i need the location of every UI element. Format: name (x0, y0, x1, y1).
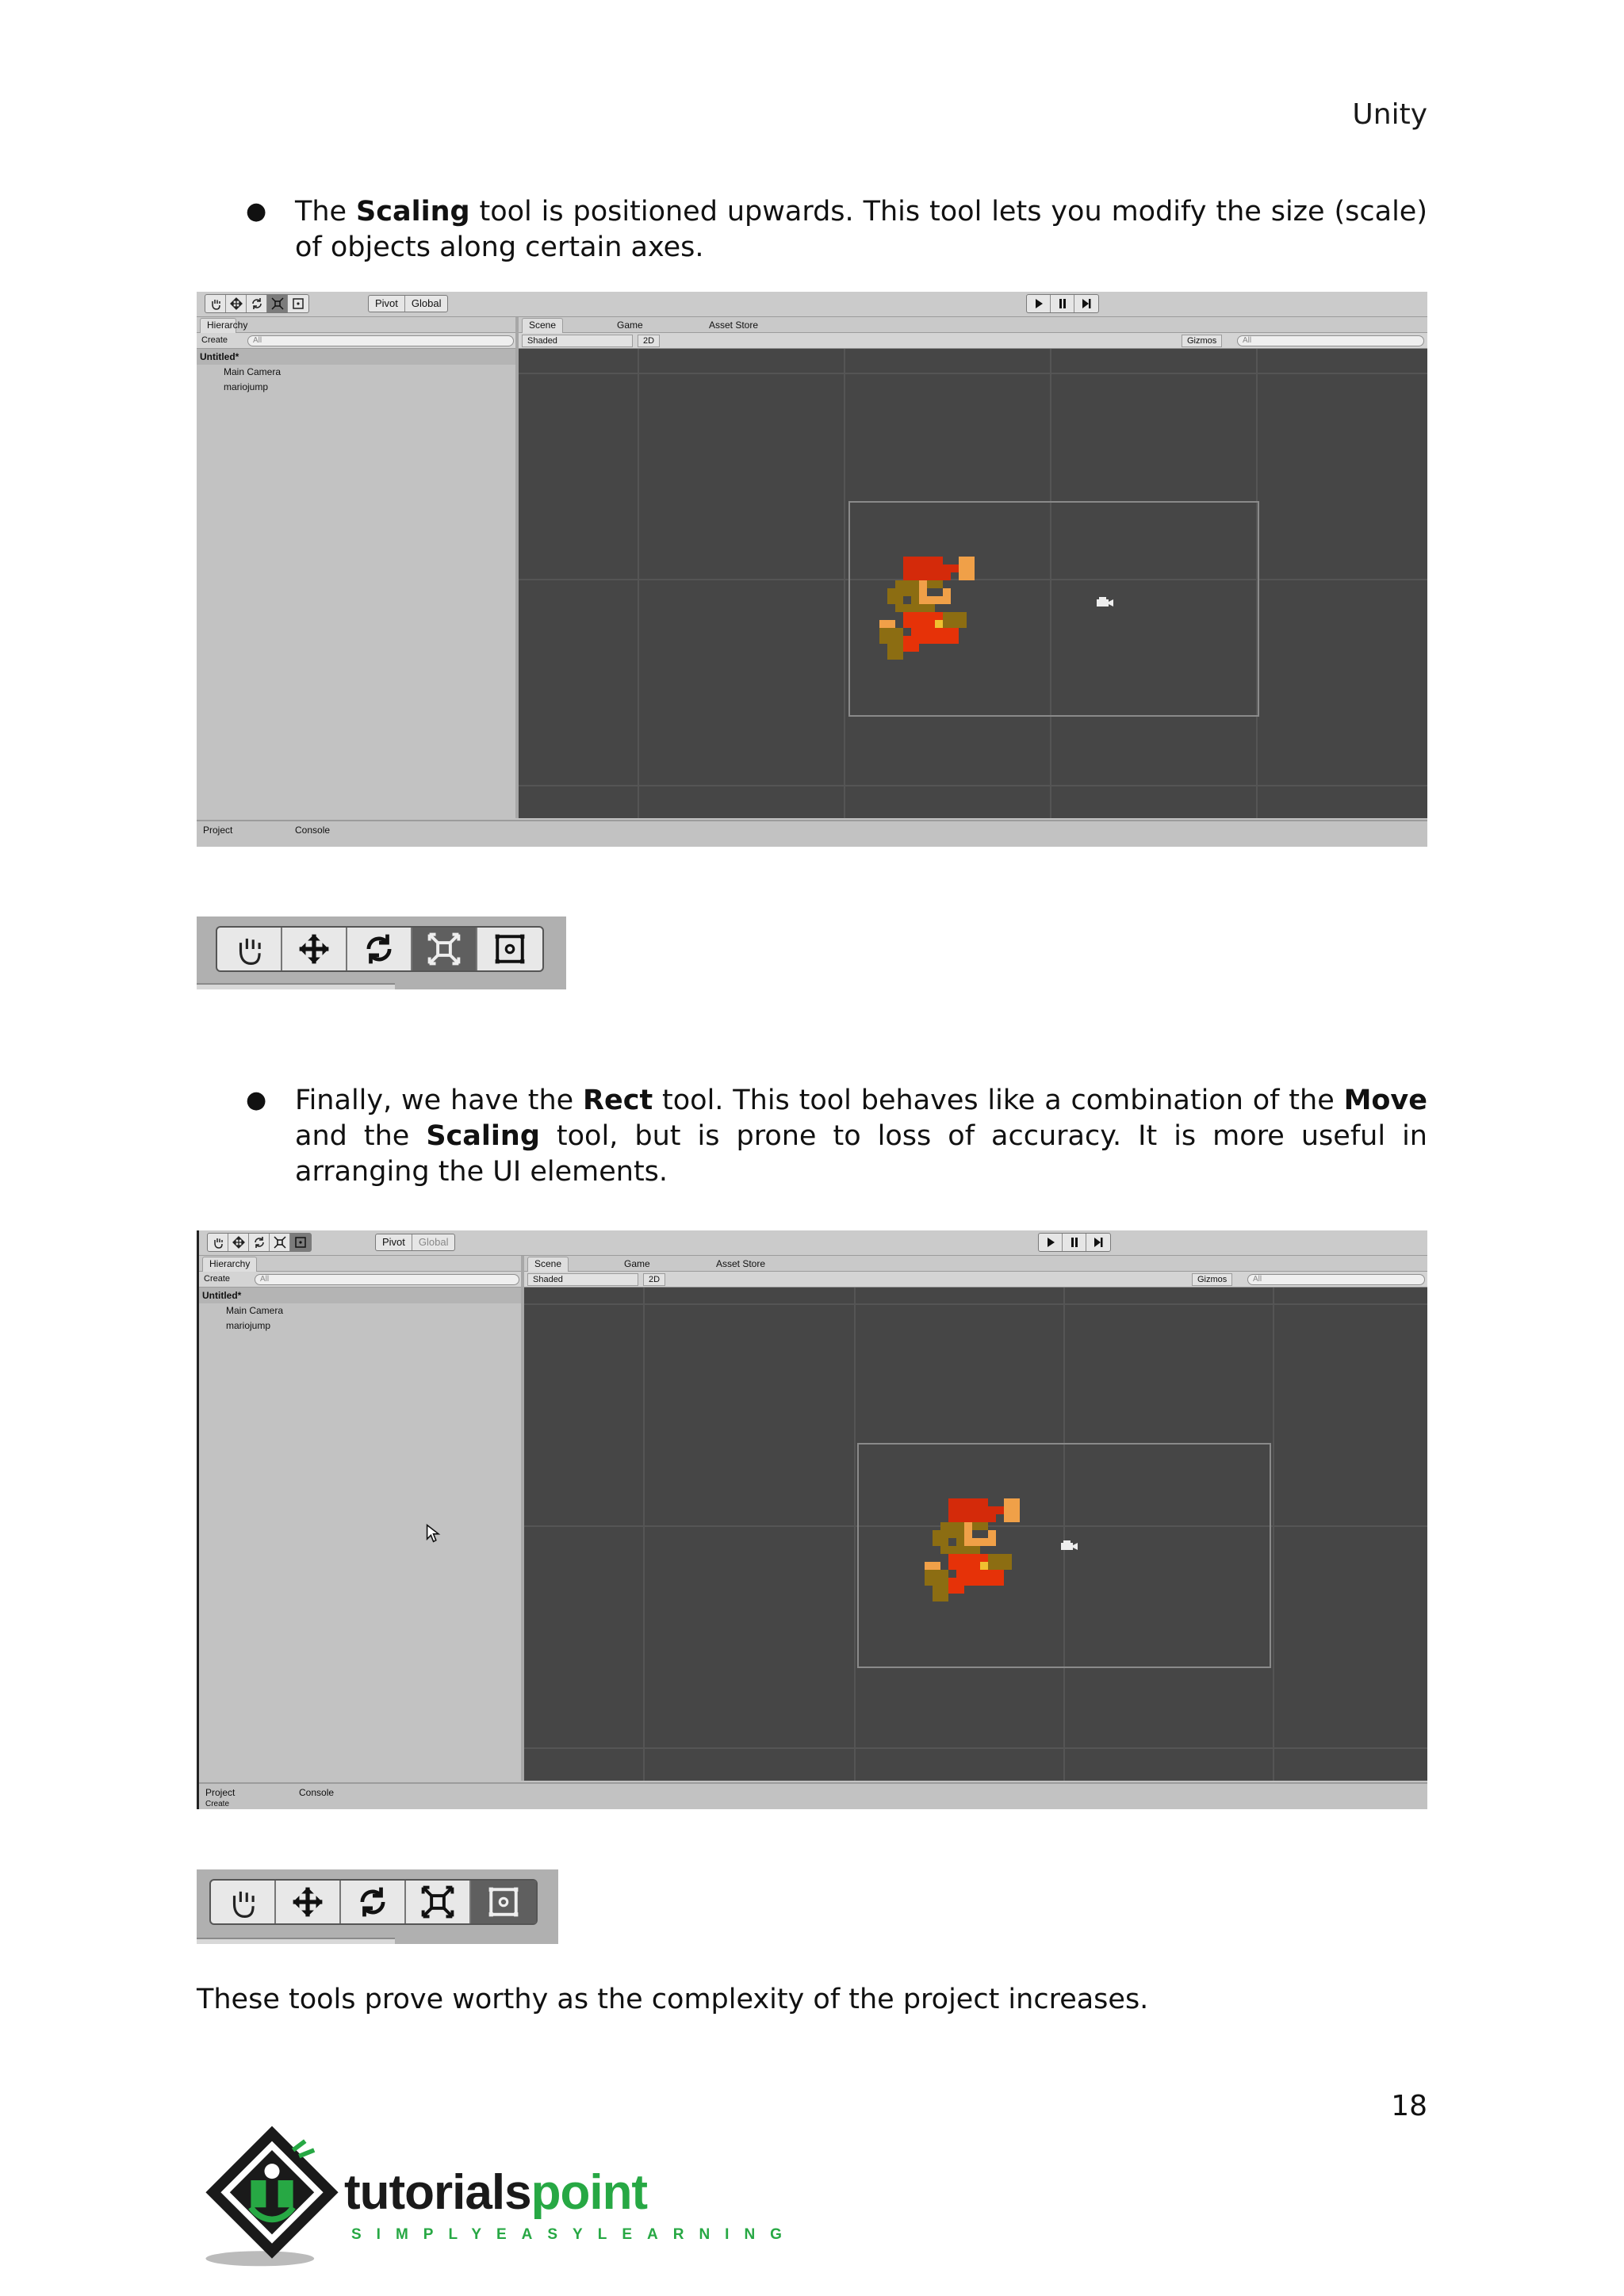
closing-text: These tools prove worthy as the complexity of the project increases. (197, 1984, 1149, 2015)
scene-search[interactable]: All (1247, 1274, 1425, 1285)
tab-console[interactable]: Console (299, 1787, 335, 1798)
rotate-icon (362, 932, 396, 966)
move-icon (230, 297, 243, 310)
scale-tool-button[interactable] (267, 295, 288, 312)
scene-root-item[interactable]: Untitled* (199, 1288, 521, 1303)
tab-scene[interactable]: Scene (527, 1257, 569, 1272)
rotate-tool-button[interactable] (249, 1234, 270, 1251)
tab-console[interactable]: Console (295, 825, 331, 836)
bold-term: Scaling (356, 196, 470, 228)
text: Finally, we have the (295, 1085, 584, 1116)
gizmos-dropdown[interactable]: Gizmos (1192, 1273, 1232, 1286)
logo-word-tutorials: tutorials (344, 2165, 531, 2220)
unity-editor-screenshot-scaling (197, 292, 1427, 847)
panel-edge (197, 1938, 395, 1944)
step-icon (1092, 1236, 1105, 1249)
create-dropdown[interactable]: Create (204, 1274, 231, 1284)
scale-tool-button[interactable] (406, 1881, 471, 1923)
hierarchy-toolbar (197, 333, 515, 349)
move-icon (297, 932, 331, 966)
transform-tools (205, 294, 309, 313)
pause-button[interactable] (1063, 1234, 1086, 1251)
project-panel (197, 820, 1427, 847)
paragraph-scaling (295, 194, 1427, 266)
logo-diamond-icon (197, 2120, 347, 2271)
rect-tool-button[interactable] (290, 1234, 311, 1251)
hand-icon (232, 932, 266, 966)
text: tool is positioned upwards. This tool lets you modify the size (scale) of objects along certain axes. (295, 196, 1427, 263)
shading-dropdown[interactable]: Shaded (527, 1273, 638, 1286)
global-button[interactable]: Global (411, 297, 442, 309)
hierarchy-panel (197, 317, 519, 818)
transform-tools (207, 1233, 312, 1252)
rotate-icon (251, 297, 263, 310)
rotate-tool-button[interactable] (347, 928, 412, 970)
move-tool-button[interactable] (282, 928, 347, 970)
move-tool-button[interactable] (276, 1881, 341, 1923)
pause-icon (1068, 1236, 1081, 1249)
move-icon (291, 1885, 324, 1919)
hand-icon (212, 1236, 224, 1249)
scene-tabs (519, 317, 1427, 333)
tab-project[interactable]: Project (205, 1787, 236, 1798)
hierarchy-toolbar (199, 1272, 521, 1288)
grid-line (854, 1288, 856, 1781)
play-icon (1032, 297, 1045, 310)
rect-tool-closeup (197, 1869, 558, 1944)
mouse-cursor-icon (426, 1524, 439, 1543)
camera-gizmo-icon[interactable] (1094, 595, 1113, 609)
rect-icon (294, 1236, 307, 1249)
rect-tool-button[interactable] (471, 1881, 536, 1923)
hand-tool-button[interactable] (208, 1234, 228, 1251)
2d-toggle[interactable]: 2D (643, 1273, 665, 1286)
rotate-tool-button[interactable] (341, 1881, 406, 1923)
text: tool, but is prone to loss of accuracy. It is more useful in arranging the UI elements. (295, 1120, 1427, 1188)
grid-line (519, 373, 1427, 374)
logo-word-point: point (530, 2165, 648, 2220)
camera-bounds (857, 1443, 1271, 1668)
rect-tool-button[interactable] (288, 295, 308, 312)
bold-term: Scaling (426, 1120, 540, 1152)
pivot-global-toggle (375, 1234, 455, 1251)
rotate-icon (253, 1236, 266, 1249)
rotate-tool-button[interactable] (247, 295, 267, 312)
paragraph-rect (295, 1083, 1427, 1190)
grid-line (1273, 1288, 1274, 1781)
pivot-global-toggle (368, 295, 448, 312)
panel-edge (197, 983, 395, 989)
tab-scene[interactable]: Scene (522, 318, 563, 333)
scene-search[interactable]: All (1237, 335, 1424, 346)
scale-icon (427, 932, 461, 966)
project-panel (199, 1782, 1427, 1809)
tab-asset-store[interactable]: Asset Store (716, 1258, 766, 1269)
hierarchy-item[interactable]: mariojump (226, 1320, 271, 1331)
scene-grid (519, 349, 1427, 818)
text: and the (295, 1120, 427, 1152)
shading-dropdown[interactable]: Shaded (522, 335, 633, 347)
transform-tools-zoomed (216, 926, 544, 972)
rect-tool-button[interactable] (477, 928, 542, 970)
tab-hierarchy[interactable]: Hierarchy (200, 318, 236, 333)
hierarchy-search[interactable]: All (247, 335, 514, 346)
toolbar (199, 1230, 1427, 1256)
bold-term: Rect (583, 1085, 653, 1116)
pivot-button[interactable]: Pivot (376, 1234, 412, 1250)
camera-gizmo-icon[interactable] (1059, 1538, 1078, 1552)
tab-game[interactable]: Game (624, 1258, 650, 1269)
scale-tool-closeup (197, 916, 566, 989)
hand-tool-button[interactable] (205, 295, 226, 312)
grid-line (519, 785, 1427, 786)
page-number: 18 (1391, 2090, 1427, 2122)
hand-icon (209, 297, 222, 310)
transform-tools-zoomed (209, 1879, 538, 1925)
hand-tool-button[interactable] (217, 928, 282, 970)
scene-grid (524, 1288, 1427, 1781)
text: tool. This tool behaves like a combination of the (653, 1085, 1344, 1116)
play-controls (1026, 294, 1099, 313)
scene-toolbar (519, 333, 1427, 349)
hierarchy-tabs (197, 317, 515, 333)
tutorialspoint-logo (197, 2117, 797, 2275)
scene-view (519, 317, 1427, 818)
move-tool-button[interactable] (226, 295, 247, 312)
global-button[interactable]: Global (418, 1236, 449, 1248)
hierarchy-item[interactable]: Main Camera (224, 366, 282, 377)
hand-icon (226, 1885, 259, 1919)
play-controls (1038, 1233, 1111, 1252)
tab-asset-store[interactable]: Asset Store (709, 320, 759, 331)
hierarchy-tabs (199, 1256, 521, 1272)
step-button[interactable] (1086, 1234, 1110, 1251)
step-icon (1080, 297, 1093, 310)
page-header: Unity (1352, 98, 1427, 131)
move-icon (232, 1236, 245, 1249)
gizmos-dropdown[interactable]: Gizmos (1182, 335, 1222, 347)
scene-view (524, 1256, 1427, 1781)
rect-icon (493, 932, 527, 966)
text: The (295, 196, 357, 228)
move-tool-button[interactable] (228, 1234, 249, 1251)
create-dropdown[interactable]: Create (201, 335, 228, 345)
scale-icon (421, 1885, 454, 1919)
grid-line (844, 349, 845, 818)
logo-wordmark (344, 2164, 647, 2221)
hand-tool-button[interactable] (211, 1881, 276, 1923)
play-icon (1044, 1236, 1057, 1249)
pivot-button[interactable]: Pivot (369, 296, 405, 312)
scale-tool-button[interactable] (270, 1234, 290, 1251)
step-button[interactable] (1074, 295, 1098, 312)
tab-game[interactable]: Game (617, 320, 643, 331)
hierarchy-search[interactable]: All (255, 1274, 519, 1285)
play-button[interactable] (1039, 1234, 1063, 1251)
scale-icon (274, 1236, 286, 1249)
scene-root-item[interactable]: Untitled* (197, 349, 515, 365)
hierarchy-panel (199, 1256, 524, 1781)
scale-tool-button[interactable] (412, 928, 477, 970)
grid-line (638, 349, 639, 818)
logo-tagline: SIMPLYEASYLEARNING (351, 2226, 797, 2243)
play-button[interactable] (1027, 295, 1051, 312)
grid-line (643, 1288, 645, 1781)
bullet: ● (246, 197, 267, 225)
toolbar (197, 292, 1427, 317)
scene-tabs (524, 1256, 1427, 1272)
rotate-icon (356, 1885, 389, 1919)
hierarchy-item[interactable]: Main Camera (226, 1305, 284, 1316)
pause-button[interactable] (1051, 295, 1074, 312)
scale-icon (271, 297, 284, 310)
scene-toolbar (524, 1272, 1427, 1288)
hierarchy-item[interactable]: mariojump (224, 381, 269, 392)
grid-line (524, 1303, 1427, 1305)
unity-editor-screenshot-rect (197, 1230, 1427, 1809)
mario-sprite[interactable] (922, 1498, 1022, 1601)
grid-line (524, 1747, 1427, 1749)
tab-hierarchy[interactable]: Hierarchy (202, 1257, 257, 1272)
rect-icon (292, 297, 304, 310)
pause-icon (1056, 297, 1069, 310)
mario-sprite[interactable] (877, 557, 977, 660)
bold-term: Move (1343, 1085, 1427, 1116)
rect-icon (487, 1885, 520, 1919)
bullet: ● (246, 1086, 267, 1114)
tab-project[interactable]: Project (203, 825, 233, 836)
2d-toggle[interactable]: 2D (638, 335, 660, 347)
create-dropdown[interactable]: Create (205, 1800, 230, 1808)
